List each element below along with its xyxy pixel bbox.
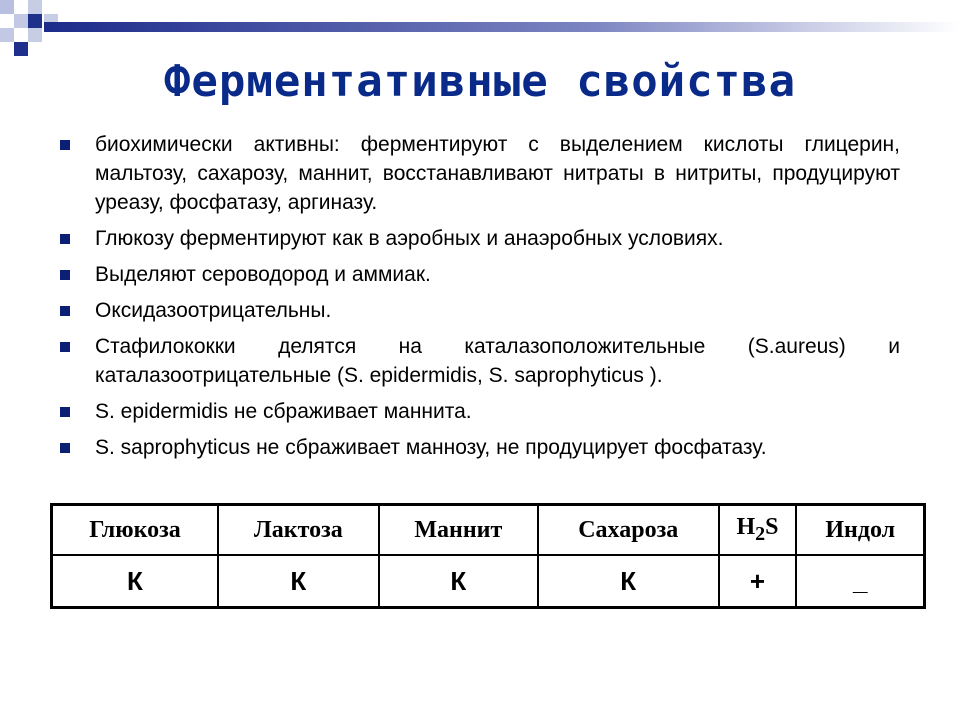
header-sucrose: Сахароза	[538, 505, 719, 556]
cell-lactose: К	[218, 555, 379, 608]
bullet-text: Стафилококки делятся на каталазоположительные (S.aureus) и каталазоотрицательные (S. epidermidis, S. saprophyticus ).	[95, 335, 900, 387]
h2s-s: S	[765, 514, 779, 541]
header-mannitol: Маннит	[379, 505, 538, 556]
list-item	[60, 224, 900, 253]
bullet-text: S. epidermidis не сбраживает маннита.	[95, 400, 472, 423]
cell-mannitol: К	[379, 555, 538, 608]
list-item	[60, 130, 900, 217]
bullet-square-icon	[60, 140, 70, 150]
list-item	[60, 260, 900, 289]
bullet-text: Глюкозу ферментируют как в аэробных и анаэробных условиях.	[95, 227, 724, 250]
cell-indole: _	[796, 555, 924, 608]
h2s-h: H	[736, 514, 756, 541]
table-header-row	[52, 505, 925, 556]
slide-title: Ферментативные свойства	[163, 56, 797, 107]
list-item	[60, 397, 900, 426]
h2s-subscript: 2	[755, 522, 766, 545]
bullet-text: Оксидазоотрицательны.	[95, 299, 332, 322]
header-lactose: Лактоза	[218, 505, 379, 556]
header-h2s	[719, 505, 797, 556]
header-glucose: Глюкоза	[52, 505, 218, 556]
bullet-text: S. saprophyticus не сбраживает маннозу, не продуцирует фосфатазу.	[95, 436, 767, 459]
header-indole: Индол	[796, 505, 924, 556]
bullet-square-icon	[60, 342, 70, 352]
bullet-text: биохимически активны: ферментируют с выделением кислоты глицерин, мальтозу, сахарозу, маннит, восстанавливают нитраты в нитриты, продуцируют уреазу, фосфатазу, аргиназу.	[95, 133, 900, 214]
cell-glucose: К	[52, 555, 218, 608]
bullet-list	[60, 130, 900, 469]
cell-sucrose: К	[538, 555, 719, 608]
list-item	[60, 332, 900, 390]
properties-table	[50, 503, 926, 609]
table-row	[52, 555, 925, 608]
bullet-square-icon	[60, 306, 70, 316]
bullet-square-icon	[60, 407, 70, 417]
list-item	[60, 433, 900, 462]
header-gradient-bar	[44, 22, 960, 32]
list-item	[60, 296, 900, 325]
bullet-text: Выделяют сероводород и аммиак.	[95, 263, 431, 286]
bullet-square-icon	[60, 443, 70, 453]
bullet-square-icon	[60, 234, 70, 244]
cell-h2s: +	[719, 555, 797, 608]
bullet-square-icon	[60, 270, 70, 280]
